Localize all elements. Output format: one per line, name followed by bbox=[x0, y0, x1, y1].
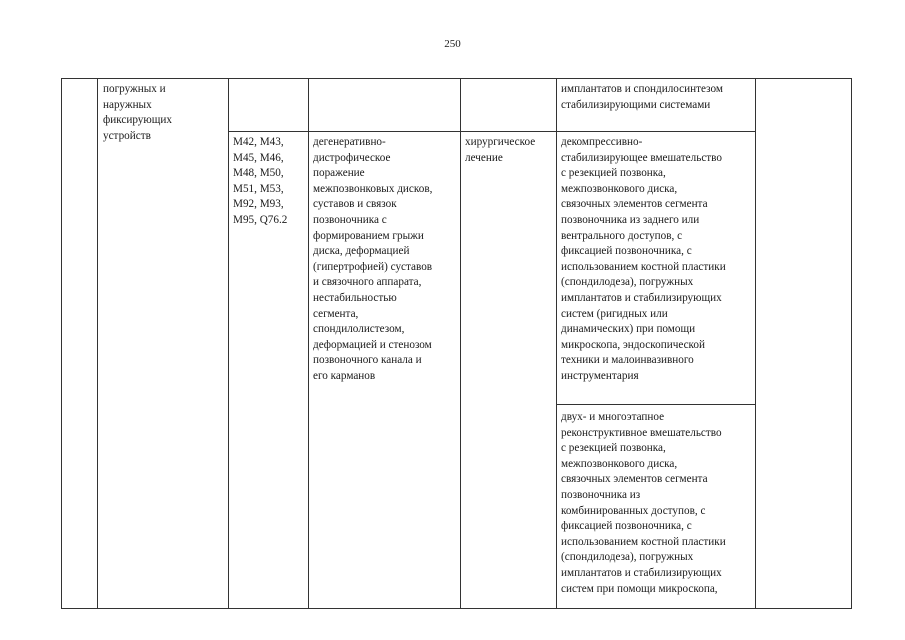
column-divider bbox=[308, 78, 309, 609]
column-divider bbox=[97, 78, 98, 609]
column-divider bbox=[460, 78, 461, 609]
table-right-border bbox=[851, 78, 852, 609]
table-bottom-border bbox=[61, 608, 852, 609]
page-number: 250 bbox=[444, 38, 461, 50]
cell-treatment-type: хирургическое лечение bbox=[465, 136, 536, 164]
table-left-border bbox=[61, 78, 62, 609]
cell-device-type: погружных и наружных фиксирующих устройств bbox=[103, 83, 172, 142]
cell-method: двух- и многоэтапное реконструктивное вмешательство с резекцией позвонка, межпозвонкового диска, связочных элементов сегмента позвоночника из комбинированных доступов, с фиксацией позвоночника, с использованием костной пластики (спондилодеза), погружных имплантатов и стабилизирующих систем при помощи микроскопа, bbox=[561, 411, 726, 595]
column-divider bbox=[556, 78, 557, 609]
column-divider bbox=[755, 78, 756, 609]
column-divider bbox=[228, 78, 229, 609]
cell-method-continuation: имплантатов и спондилосинтезом стабилизирующими системами bbox=[561, 83, 723, 111]
table-top-border bbox=[61, 78, 852, 79]
method-divider bbox=[556, 404, 756, 405]
cell-method: декомпрессивно- стабилизирующее вмешательство с резекцией позвонка, межпозвонкового диска, связочных элементов сегмента позвоночника из заднего или вентрального доступов, с фиксацией позвоночника, с использованием костной пластики (спондилодеза), погружных имплантатов и стабилизирующих систем (ригидных или динамических) при помощи микроскопа, эндоскопической техники и малоинвазивного инструментария bbox=[561, 136, 726, 382]
cell-diagnosis: дегенеративно- дистрофическое поражение межпозвонковых дисков, суставов и связок позвоночника с формированием грыжи диска, деформацией (гипертрофией) суставов и связочного аппарата, нестабильностью сегмента, спондилолистезом, деформацией и стенозом позвоночного канала и его карманов bbox=[313, 136, 433, 382]
cell-icd-codes: M42, M43, M45, M46, M48, M50, M51, M53, M92, M93, M95, Q76.2 bbox=[233, 136, 288, 226]
